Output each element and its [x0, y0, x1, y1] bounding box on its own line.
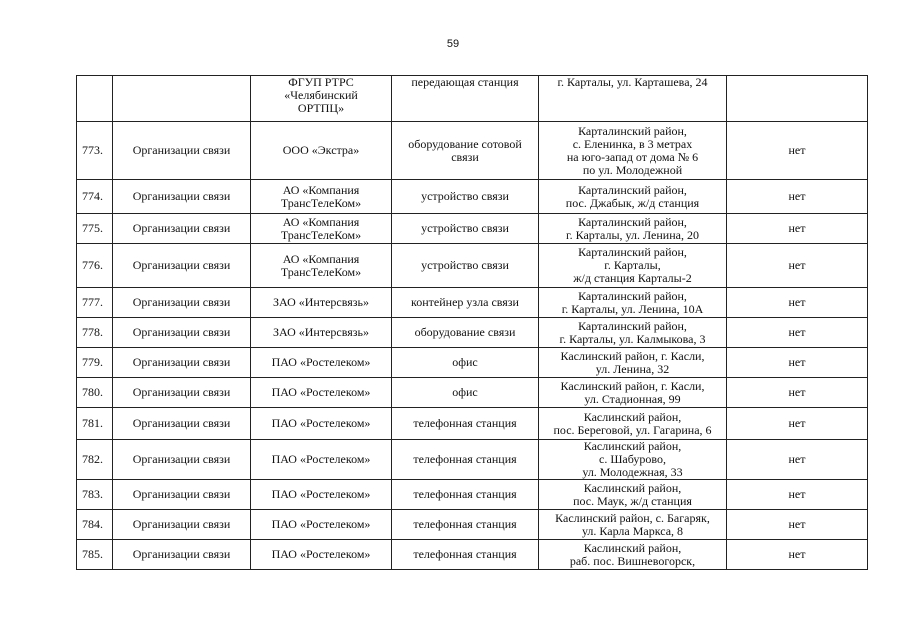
owner-line: ТрансТелеКом» — [280, 227, 362, 242]
category-cell: Организации связи — [113, 378, 251, 408]
object-line: телефонная станция — [413, 416, 517, 430]
owner-cell — [251, 378, 392, 408]
object-cell — [392, 408, 539, 440]
row-number-cell: 781. — [77, 408, 113, 440]
owner-cell — [251, 122, 392, 180]
object-line: офис — [452, 385, 478, 399]
owner-line: ПАО «Ростелеком» — [271, 385, 371, 399]
table-row — [77, 244, 868, 288]
address-line: ж/д станция Карталы-2 — [573, 271, 692, 285]
owner-cell — [251, 480, 392, 510]
category-cell: Организации связи — [113, 510, 251, 540]
owner-line: ПАО «Ростелеком» — [271, 517, 371, 531]
row-number-cell: 774. — [77, 180, 113, 214]
table-row — [77, 480, 868, 510]
object-cell — [392, 214, 539, 244]
register-table — [76, 75, 868, 570]
owner-cell — [251, 76, 392, 122]
address-line: пос. Маук, ж/д станция — [573, 493, 692, 508]
row-number-cell: 779. — [77, 348, 113, 378]
object-cell — [392, 480, 539, 510]
row-number-cell: 784. — [77, 510, 113, 540]
object-line: передающая станция — [411, 75, 519, 89]
address-cell — [539, 288, 727, 318]
row-number-cell: 785. — [77, 540, 113, 570]
address-cell — [539, 378, 727, 408]
register-table-body — [77, 76, 868, 570]
owner-line: ЗАО «Интерсвязь» — [273, 325, 369, 339]
address-line: Каслинский район, — [583, 409, 682, 424]
table-row — [77, 540, 868, 570]
owner-cell — [251, 244, 392, 288]
object-line: телефонная станция — [413, 517, 517, 531]
row-number-cell: 782. — [77, 440, 113, 480]
address-cell — [539, 122, 727, 180]
owner-line: ЗАО «Интерсвязь» — [273, 295, 369, 309]
owner-line: ПАО «Ростелеком» — [271, 487, 371, 501]
owner-line: АО «Компания — [282, 214, 360, 229]
address-line: ул. Ленина, 32 — [595, 361, 670, 376]
address-line: по ул. Молодежной — [582, 162, 683, 177]
flag-cell: нет — [727, 348, 868, 378]
table-row — [77, 288, 868, 318]
table-row — [77, 440, 868, 480]
category-cell: Организации связи — [113, 288, 251, 318]
owner-cell — [251, 408, 392, 440]
address-line: пос. Джабык, ж/д станция — [565, 195, 700, 210]
category-cell: Организации связи — [113, 540, 251, 570]
owner-line: ТрансТелеКом» — [280, 264, 362, 279]
address-cell — [539, 318, 727, 348]
flag-cell: нет — [727, 440, 868, 480]
address-cell — [539, 440, 727, 480]
object-cell — [392, 244, 539, 288]
address-line: Каслинский район, — [583, 439, 682, 453]
owner-cell — [251, 214, 392, 244]
address-line: с. Шабурово, — [599, 452, 666, 466]
table-row — [77, 408, 868, 440]
flag-cell: нет — [727, 480, 868, 510]
object-line: устройство связи — [421, 189, 509, 203]
owner-cell — [251, 348, 392, 378]
table-row — [77, 348, 868, 378]
owner-line: ПАО «Ростелеком» — [271, 547, 371, 561]
owner-line: ПАО «Ростелеком» — [271, 416, 371, 430]
flag-cell: нет — [727, 180, 868, 214]
object-line: офис — [452, 355, 478, 369]
address-line: Карталинский район, — [578, 182, 687, 197]
address-line: ул. Карла Маркса, 8 — [581, 523, 684, 538]
table-row — [77, 122, 868, 180]
owner-cell — [251, 540, 392, 570]
page-number: 59 — [446, 38, 460, 50]
table-row — [77, 378, 868, 408]
address-line: ул. Молодежная, 33 — [582, 465, 683, 479]
address-line: ул. Стадионная, 99 — [584, 391, 681, 406]
object-cell — [392, 510, 539, 540]
row-number-cell: 783. — [77, 480, 113, 510]
address-line: Карталинский район, — [578, 123, 687, 138]
row-number-cell: 780. — [77, 378, 113, 408]
flag-cell: нет — [727, 288, 868, 318]
row-number-cell: 773. — [77, 122, 113, 180]
category-cell: Организации связи — [113, 180, 251, 214]
flag-cell: нет — [727, 214, 868, 244]
object-cell — [392, 76, 539, 122]
address-line: пос. Береговой, ул. Гагарина, 6 — [553, 422, 712, 437]
category-cell: Организации связи — [113, 214, 251, 244]
address-line: раб. пос. Вишневогорск, — [569, 553, 696, 568]
address-cell — [539, 214, 727, 244]
table-row — [77, 510, 868, 540]
object-line: оборудование связи — [414, 325, 516, 339]
address-line: г. Карталы, — [604, 258, 661, 272]
owner-line: АО «Компания — [282, 182, 360, 197]
owner-line: АО «Компания — [282, 251, 360, 266]
object-line: устройство связи — [421, 221, 509, 235]
owner-line: ПАО «Ростелеком» — [271, 355, 371, 369]
owner-line: ФГУП РТРС — [288, 75, 354, 89]
address-cell — [539, 540, 727, 570]
flag-cell: нет — [727, 510, 868, 540]
flag-cell: нет — [727, 408, 868, 440]
object-line: телефонная станция — [413, 452, 517, 466]
address-line: г. Карталы, ул. Ленина, 10А — [561, 301, 704, 316]
category-cell — [113, 76, 251, 122]
address-cell — [539, 408, 727, 440]
category-cell: Организации связи — [113, 122, 251, 180]
category-cell: Организации связи — [113, 440, 251, 480]
category-cell: Организации связи — [113, 408, 251, 440]
flag-cell — [727, 76, 868, 122]
address-cell — [539, 76, 727, 122]
category-cell: Организации связи — [113, 480, 251, 510]
flag-cell: нет — [727, 540, 868, 570]
table-row — [77, 214, 868, 244]
object-cell — [392, 348, 539, 378]
address-line: Карталинский район, — [578, 318, 687, 333]
flag-cell: нет — [727, 122, 868, 180]
owner-cell — [251, 180, 392, 214]
flag-cell: нет — [727, 244, 868, 288]
owner-cell — [251, 440, 392, 480]
object-cell — [392, 378, 539, 408]
owner-line: ТрансТелеКом» — [280, 195, 362, 210]
address-line: Каслинский район, г. Касли, — [560, 348, 705, 363]
owner-cell — [251, 318, 392, 348]
table-row — [77, 180, 868, 214]
row-number-cell: 777. — [77, 288, 113, 318]
address-line: Каслинский район, — [583, 480, 682, 495]
address-cell — [539, 348, 727, 378]
address-line: Каслинский район, г. Касли, — [560, 378, 705, 393]
table-row — [77, 318, 868, 348]
address-line: Карталинский район, — [578, 214, 687, 229]
address-cell — [539, 244, 727, 288]
object-line: связи — [451, 149, 479, 164]
object-cell — [392, 288, 539, 318]
row-number-cell: 776. — [77, 244, 113, 288]
object-line: телефонная станция — [413, 487, 517, 501]
address-line: на юго-запад от дома № 6 — [566, 149, 699, 164]
owner-line: ООО «Экстра» — [282, 143, 360, 157]
category-cell: Организации связи — [113, 348, 251, 378]
row-number-cell: 778. — [77, 318, 113, 348]
address-line: с. Еленинка, в 3 метрах — [572, 136, 693, 151]
owner-line: «Челябинский — [284, 88, 358, 102]
address-cell — [539, 180, 727, 214]
address-line: Карталинский район, — [578, 245, 687, 259]
object-cell — [392, 318, 539, 348]
address-cell — [539, 480, 727, 510]
owner-cell — [251, 288, 392, 318]
owner-line: ОРТПЦ» — [297, 101, 345, 115]
object-line: оборудование сотовой — [408, 136, 522, 151]
flag-cell: нет — [727, 318, 868, 348]
row-number-cell: 775. — [77, 214, 113, 244]
category-cell: Организации связи — [113, 318, 251, 348]
object-line: устройство связи — [421, 258, 509, 272]
owner-cell — [251, 510, 392, 540]
object-cell — [392, 540, 539, 570]
category-cell: Организации связи — [113, 244, 251, 288]
address-line: Каслинский район, с. Багаряк, — [555, 510, 710, 525]
flag-cell: нет — [727, 378, 868, 408]
address-line: г. Карталы, ул. Карташева, 24 — [557, 75, 708, 89]
object-line: контейнер узла связи — [411, 295, 519, 309]
address-cell — [539, 510, 727, 540]
row-number-cell — [77, 76, 113, 122]
address-line: г. Карталы, ул. Ленина, 20 — [566, 227, 699, 242]
address-line: Карталинский район, — [578, 288, 687, 303]
object-cell — [392, 122, 539, 180]
address-line: г. Карталы, ул. Калмыкова, 3 — [559, 331, 706, 346]
object-cell — [392, 440, 539, 480]
address-line: Каслинский район, — [583, 540, 682, 555]
object-cell — [392, 180, 539, 214]
table-row — [77, 76, 868, 122]
object-line: телефонная станция — [413, 547, 517, 561]
owner-line: ПАО «Ростелеком» — [271, 452, 371, 466]
